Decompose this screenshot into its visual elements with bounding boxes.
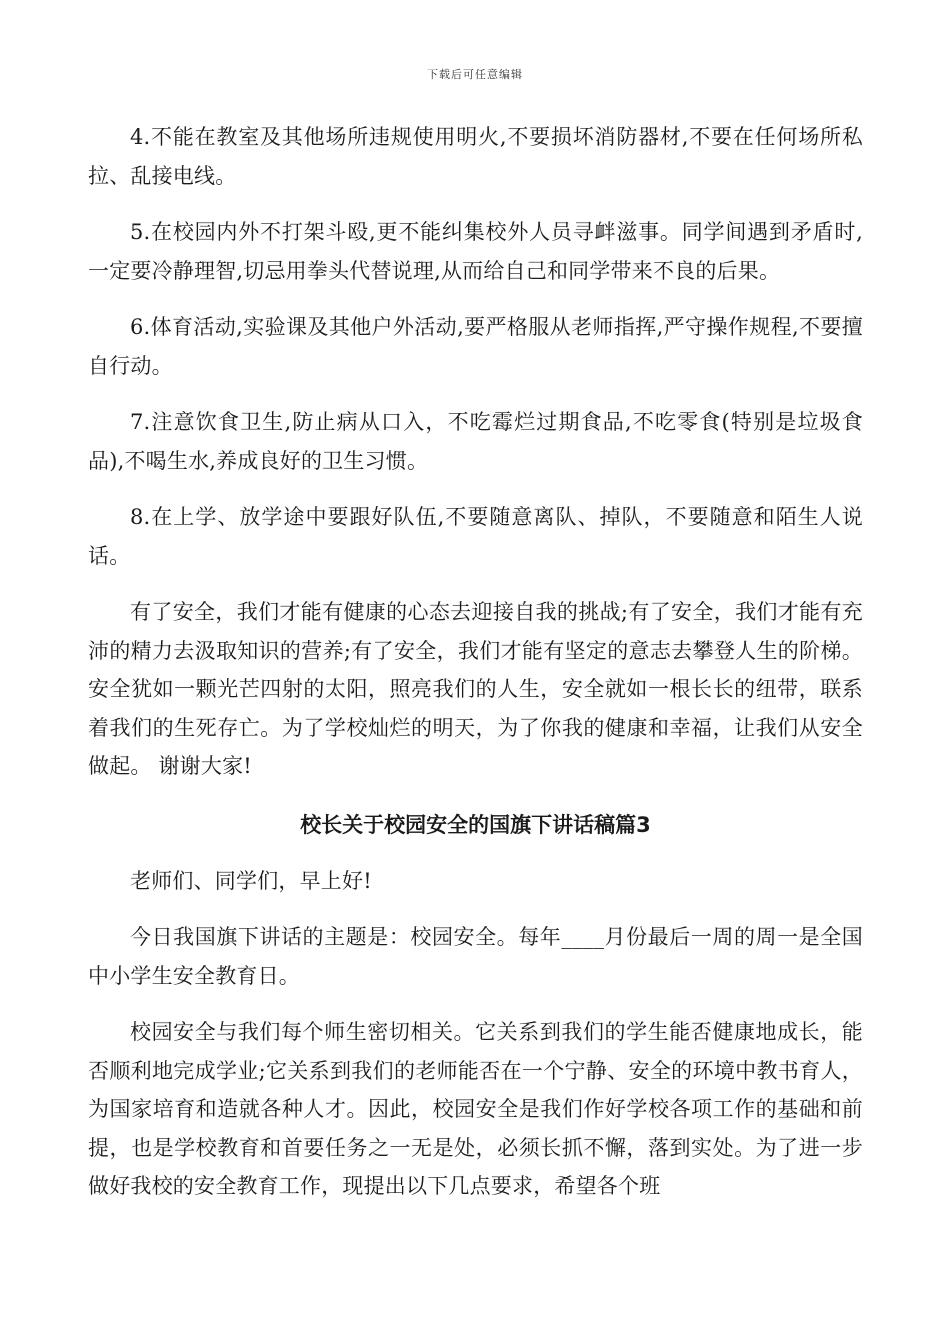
paragraph-greeting: 老师们、同学们，早上好! — [130, 868, 372, 893]
paragraph-topic: 今日我国旗下讲话的主题是：校园安全。每年____月份最后一周的周一是全国中小学生安全教育日。 — [88, 925, 863, 988]
paragraph-rule-5: 5.在校园内外不打架斗殴,更不能纠集校外人员寻衅滋事。同学间遇到矛盾时,一定要冷静理智,切忌用拳头代替说理,从而给自己和同学带来不良的后果。 — [88, 220, 863, 283]
paragraph-rule-8: 8.在上学、放学途中要跟好队伍,不要随意离队、掉队，不要随意和陌生人说话。 — [88, 505, 863, 568]
paragraph-rule-7: 7.注意饮食卫生,防止病从口入，不吃霉烂过期食品,不吃零食(特别是垃圾食品),不喝生水,养成良好的卫生习惯。 — [88, 410, 863, 473]
section-title: 校长关于校园安全的国旗下讲话稿篇3 — [300, 812, 651, 837]
paragraph-closing: 有了安全，我们才能有健康的心态去迎接自我的挑战;有了安全，我们才能有充沛的精力去汲取知识的营养;有了安全，我们才能有坚定的意志去攀登人生的阶梯。安全犹如一颗光芒四射的太阳，照亮我们的人生，安全就如一根长长的纽带，联系着我们的生死存亡。为了学校灿烂的明天，为了你我的健康和幸福，让我们从安全做起。 谢谢大家! — [88, 600, 863, 778]
paragraph-rule-4: 4.不能在教室及其他场所违规使用明火,不要损坏消防器材,不要在任何场所私拉、乱接电线。 — [88, 125, 863, 188]
paragraph-importance: 校园安全与我们每个师生密切相关。它关系到我们的学生能否健康地成长，能否顺利地完成学业;它关系到我们的老师能否在一个宁静、安全的环境中教书育人，为国家培育和造就各种人才。因此，校园安全是我们作好学校各项工作的基础和前提，也是学校教育和首要任务之一无是处，必须长抓不懈，落到实处。为了进一步做好我校的安全教育工作，现提出以下几点要求，希望各个班 — [88, 1020, 863, 1198]
paragraph-rule-6: 6.体育活动,实验课及其他户外活动,要严格服从老师指挥,严守操作规程,不要擅自行动。 — [88, 315, 863, 378]
document-body — [88, 118, 863, 1206]
page-header: 下载后可任意编辑 — [427, 68, 523, 81]
